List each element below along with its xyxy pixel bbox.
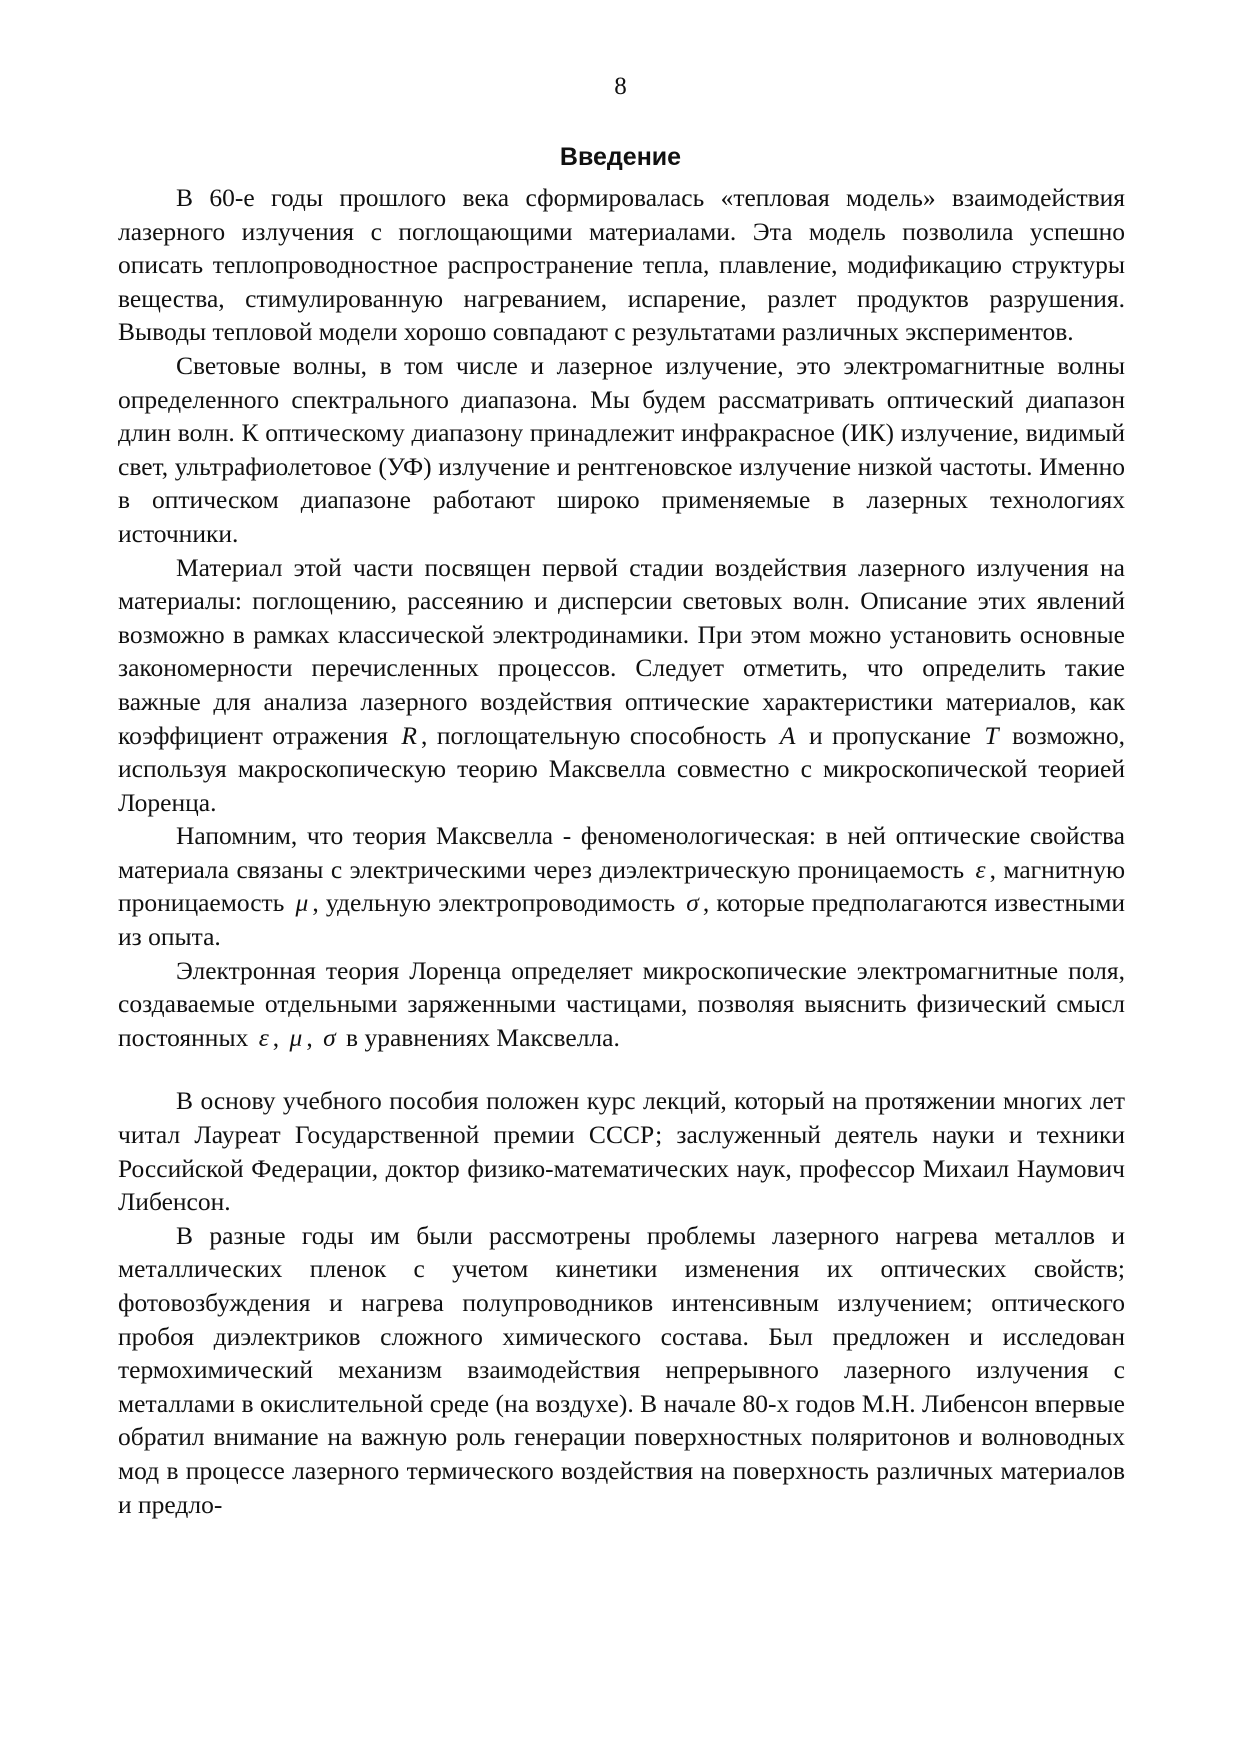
paragraph-4-text-c: , удельную электропроводимость [312,888,676,918]
paragraph-3-text-c: и пропускание [808,720,971,750]
page-number: 8 [614,73,627,100]
paragraph-5-separator-1: , [272,1022,280,1052]
body-text [118,181,1125,1521]
section-heading: Введение [559,143,682,171]
paragraph-1: В 60-е годы прошлого века сформировалась «тепловая модель» взаимодействия лазерного излучения с поглощающими материалами. Эта модель позволила успешно описать теплопроводностное распространение тепла, плавление, модификацию структуры вещества, стимулированную нагреванием, испарение, разлет продуктов разрушения. Выводы тепловой модели хорошо совпадают с результатами различных экспериментов. [118,183,1125,347]
symbol-permittivity-2: ε [258,1022,269,1052]
symbol-absorptivity: A [779,720,796,750]
paragraph-4 [118,819,1125,953]
paragraph-4-text-d: , которые предполагаются известными из опыта. [118,888,1126,952]
paragraph-3 [118,551,1125,820]
paragraph-5 [118,954,1125,1055]
symbol-permittivity: ε [975,854,986,884]
symbol-permeability: μ [295,888,309,918]
paragraph-5-separator-2: , [306,1022,313,1052]
paragraph-5-text-a: Электронная теория Лоренца определяет микроскопические электромагнитные поля, создаваемые отдельными заряженными частицами, позволяя выяснить физический смысл постоянных [118,955,1125,1052]
paragraph-6: В основу учебного пособия положен курс лекций, который на протяжении многих лет читал Лауреат Государственной премии СССР; заслуженный деятель науки и техники Российской Федерации, доктор физико-математических наук, профессор Михаил Наумович Либенсон. [118,1086,1125,1217]
paragraph-4-text-a: Напомним, что теория Максвелла - феноменологическая: в ней оптические свойства материала связаны с электрическими через диэлектрическую проницаемость [118,821,1125,884]
symbol-permeability-2: μ [289,1022,303,1052]
paragraph-3-text-d: возможно, используя макроскопическую теорию Максвелла совместно с микроскопической теорией Лоренца. [118,720,1126,817]
paragraph-7: В разные годы им были рассмотрены проблемы лазерного нагрева металлов и металлических пленок с учетом кинетики изменения их оптических свойств; фотовозбуждения и нагрева полупроводников интенсивным излучением; оптического пробоя диэлектриков сложного химического состава. Был предложен и исследован термохимический механизм взаимодействия непрерывного лазерного излучения с металлами в окислительной среде (на воздухе). В начале 80-х годов М.Н. Либенсон впервые обратил внимание на важную роль генерации поверхностных поляритонов и волноводных мод в процессе лазерного термического воздействия на поверхность различных материалов и предло- [118,1220,1125,1519]
paragraph-2: Световые волны, в том числе и лазерное излучение, это электромагнитные волны определенного спектрального диапазона. Мы будем рассматривать оптический диапазон длин волн. К оптическому диапазону принадлежит инфракрасное (ИК) излучение, видимый свет, ультрафиолетовое (УФ) излучение и рентгеновское излучение низкой частоты. Именно в оптическом диапазоне работают широко применяемые в лазерных технологиях источники. [118,350,1125,548]
paragraph-3-text-a: Материал этой части посвящен первой стадии воздействия лазерного излучения на материалы: поглощению, рассеянию и дисперсии световых волн. Описание этих явлений возможно в рамках классической электродинамики. При этом можно установить основные закономерности перечисленных процессов. Следует отметить, что определить такие важные для анализа лазерного воздействия оптические характеристики материалов, как коэффициент отражения [118,552,1125,750]
symbol-reflection-coefficient: R [401,720,417,750]
symbol-conductivity: σ [686,888,699,918]
paragraph-5-text-d: в уравнениях Максвелла. [346,1022,620,1052]
symbol-conductivity-2: σ [323,1022,336,1052]
paragraph-4-text-b: , магнитную проницаемость [118,854,1125,918]
paragraph-3-text-b: , поглощательную способность [421,720,767,750]
symbol-transmittance: T [984,720,999,750]
